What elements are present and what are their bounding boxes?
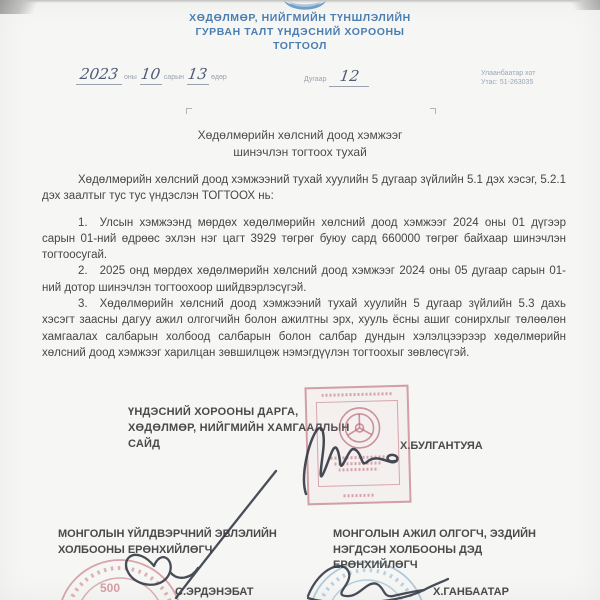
item-text: 2025 онд мөрдөх хөдөлмөрийн хөлсний доод хэмжээг 2024 оны 05 дугаар сарын 01-ний дотор шинэчлэн тогтоохоор шийдвэрлэсүгэй. bbox=[42, 265, 566, 294]
union-round-stamp bbox=[52, 552, 188, 600]
signatory-1-title-line2: ХӨДӨЛМӨР, НИЙГМИЙН ХАМГААЛЛЫН bbox=[128, 422, 350, 434]
signatory-1-name: Х.БУЛГАНТУЯА bbox=[400, 440, 483, 452]
resolution-item-3 bbox=[42, 296, 566, 361]
handwritten-year: 2023 bbox=[78, 65, 120, 83]
item-number: 2. bbox=[78, 265, 88, 278]
city-label: Улаанбаатар хот bbox=[481, 70, 536, 77]
handwritten-month: 10 bbox=[139, 65, 162, 83]
month-label: сарын bbox=[163, 74, 184, 81]
org-name-line2: ГУРВАН ТАЛТ ҮНДЭСНИЙ ХОРООНЫ bbox=[195, 26, 405, 38]
signatory-3-title bbox=[333, 527, 536, 574]
resolution-intro: Хөдөлмөрийн хөлсний доод хэмжээний тухай хуулийн 5 дугаар зүйлийн 5.1 дэх хэсэг, 5.2.1 дэх заалтыг тус тус үндэслэн ТОГТООХ нь: bbox=[42, 174, 566, 203]
signatory-2-title bbox=[58, 527, 277, 558]
item-number: 1. bbox=[78, 216, 88, 229]
signatory-3-title-line3: ЕРӨНХИЙЛӨГЧ bbox=[333, 559, 418, 571]
signatory-3-name: Х.ГАНБААТАР bbox=[433, 586, 509, 598]
item-text: Хөдөлмөрийн хөлсний доод хэмжээний тухай хуулийн 5 дугаар зүйлийн 5.3 дахь хэсэгт заасны дагуу ажил олгогчийн болон ажилтны эрх, хууль ёсны ашиг сонирхлыг төлөөлөн хамгаалах салбарын холбоод салбарын болон салбар дундын хэлэлцээрээр хөдөлмөрийн хөлсний доод хэмжээг харилцан зөвшилцөж нэмэгдүүлэн тогтоохыг зөвлөсүгэй. bbox=[42, 298, 566, 359]
signatory-3-title-line1: МОНГОЛЫН АЖИЛ ОЛГОГЧ, ЭЗДИЙН bbox=[333, 528, 536, 540]
org-name-line1: ХӨДӨЛМӨР, НИЙГМИЙН ТҮНШЛЭЛИЙН bbox=[189, 12, 411, 24]
crop-mark-left bbox=[186, 108, 192, 114]
svg-text:500: 500 bbox=[100, 581, 121, 595]
document-title bbox=[0, 127, 600, 161]
org-header bbox=[0, 11, 600, 53]
doc-type: ТОГТООЛ bbox=[272, 40, 328, 52]
crop-mark-right bbox=[430, 108, 436, 114]
resolution-body bbox=[42, 172, 566, 361]
signatory-3-title-line2: НЭГДСЭН ХОЛБООНЫ ДЭД bbox=[333, 543, 483, 556]
number-label: Дугаар bbox=[304, 76, 327, 83]
document-number bbox=[302, 68, 369, 87]
resolution-item-2 bbox=[42, 263, 566, 296]
signatory-2-title-line1: МОНГОЛЫН ҮЙЛДВЭРЧНИЙ ЭВЛЭЛИЙН bbox=[58, 528, 277, 540]
day-label: өдөр bbox=[210, 74, 227, 81]
phone-label: Утас: 51-263035 bbox=[481, 79, 534, 86]
document-title-line1: Хөдөлмөрийн хөлсний доод хэмжээг bbox=[197, 128, 403, 142]
city-contact-block bbox=[481, 69, 535, 87]
photo-corner-shadow-right bbox=[566, 0, 600, 10]
year-label: оны bbox=[124, 74, 137, 81]
signatory-2-title-line2: ХОЛБООНЫ ЕРӨНХИЙЛӨГЧ bbox=[58, 543, 213, 556]
item-number: 3. bbox=[78, 298, 88, 311]
date-line bbox=[76, 66, 230, 85]
handwritten-day: 13 bbox=[187, 65, 209, 83]
signatory-2-name: С.ЭРДЭНЭБАТ bbox=[175, 586, 254, 598]
handwritten-number: 12 bbox=[338, 67, 361, 85]
official-square-stamp bbox=[304, 385, 411, 506]
signatory-1-title-line1: ҮНДЭСНИЙ ХОРООНЫ ДАРГА, bbox=[128, 406, 299, 418]
resolution-item-1 bbox=[42, 215, 566, 264]
item-text: Улсын хэмжээнд мөрдөх хөдөлмөрийн хөлсний доод хэмжээг 2024 оны 01 дүгээр сарын 01-ний өдрөөс эхлэн нэг цагт 3929 төгрөг буюу сард 660000 төгрөг байхаар шинэчлэн тогтоосугай. bbox=[42, 216, 566, 262]
signatory-1-title-line3: САЙД bbox=[128, 438, 161, 450]
document-title-line2: шинэчлэн тогтоох тухай bbox=[233, 145, 367, 159]
stamp-emblem-icon bbox=[307, 387, 414, 508]
